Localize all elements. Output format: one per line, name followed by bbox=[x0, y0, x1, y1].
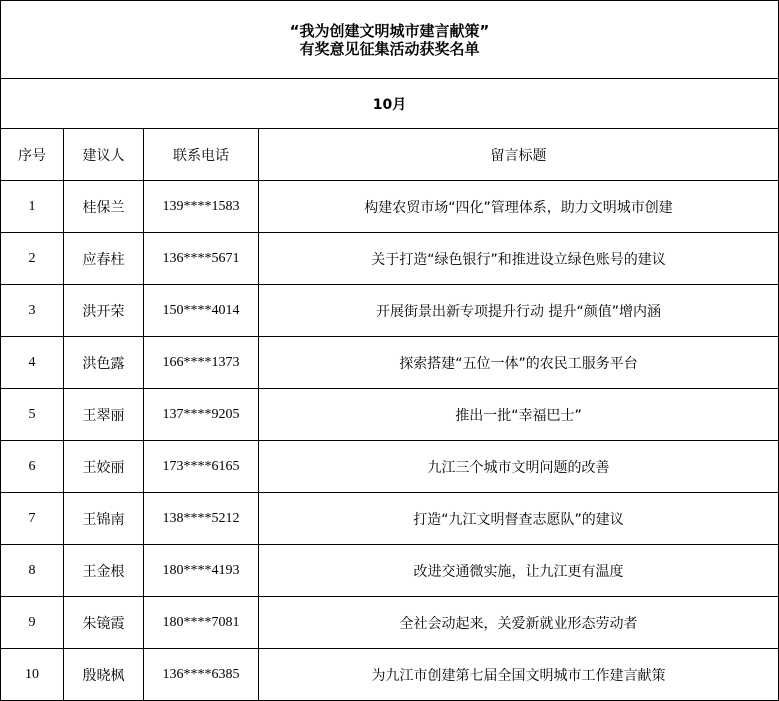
row-topic: 打造“九江文明督查志愿队”的建议 bbox=[413, 511, 624, 528]
page-title bbox=[1, 1, 778, 78]
column-header-proposer: 建议人 bbox=[82, 147, 125, 164]
row-phone: 180****7081 bbox=[162, 614, 240, 630]
row-index: 7 bbox=[28, 510, 36, 526]
row-topic: 全社会动起来，关爱新就业形态劳动者 bbox=[399, 615, 638, 632]
row-index: 6 bbox=[28, 458, 36, 474]
row-index: 10 bbox=[25, 666, 39, 682]
row-topic: 开展街景出新专项提升行动 提升“颜值”增内涵 bbox=[376, 303, 661, 320]
title-line-2: 有奖意见征集活动获奖名单 bbox=[299, 39, 480, 58]
row-topic: 关于打造“绿色银行”和推进设立绿色账号的建议 bbox=[371, 251, 666, 268]
row-index: 5 bbox=[28, 406, 36, 422]
row-phone: 136****6385 bbox=[162, 666, 240, 682]
row-name: 王锦南 bbox=[82, 511, 125, 528]
column-header-index: 序号 bbox=[18, 147, 46, 164]
row-phone: 150****4014 bbox=[162, 302, 240, 318]
row-phone: 173****6165 bbox=[162, 458, 240, 474]
row-phone: 166****1373 bbox=[162, 354, 240, 370]
row-name: 桂保兰 bbox=[82, 199, 125, 216]
row-name: 朱镜霞 bbox=[82, 615, 125, 632]
row-topic: 为九江市创建第七届全国文明城市工作建言献策 bbox=[371, 667, 666, 684]
row-topic: 推出一批“幸福巴士” bbox=[455, 407, 582, 424]
row-index: 9 bbox=[28, 614, 36, 630]
row-index: 1 bbox=[28, 198, 36, 214]
row-phone: 137****9205 bbox=[162, 406, 240, 422]
row-name: 应春柱 bbox=[82, 251, 125, 268]
row-name: 洪色露 bbox=[82, 355, 125, 372]
row-phone: 180****4193 bbox=[162, 562, 240, 578]
row-index: 8 bbox=[28, 562, 36, 578]
row-name: 王姣丽 bbox=[82, 459, 125, 476]
row-topic: 构建农贸市场“四化”管理体系，助力文明城市创建 bbox=[364, 199, 673, 216]
row-phone: 138****5212 bbox=[162, 510, 240, 526]
row-name: 王翠丽 bbox=[82, 407, 125, 424]
column-header-message-title: 留言标题 bbox=[490, 147, 547, 164]
title-line-1: “我为创建文明城市建言献策” bbox=[289, 21, 490, 40]
row-topic: 九江三个城市文明问题的改善 bbox=[427, 459, 610, 476]
row-index: 4 bbox=[28, 354, 36, 370]
row-topic: 改进交通微实施，让九江更有温度 bbox=[413, 563, 624, 580]
row-index: 3 bbox=[28, 302, 36, 318]
row-phone: 136****5671 bbox=[162, 250, 240, 266]
month-label: 10月 bbox=[372, 96, 407, 113]
row-name: 殷晓枫 bbox=[82, 667, 125, 684]
row-name: 洪开荣 bbox=[82, 303, 125, 320]
row-phone: 139****1583 bbox=[162, 198, 240, 214]
row-index: 2 bbox=[28, 250, 36, 266]
row-name: 王金根 bbox=[82, 563, 125, 580]
row-topic: 探索搭建“五位一体”的农民工服务平台 bbox=[399, 355, 638, 372]
column-header-phone: 联系电话 bbox=[173, 147, 229, 164]
